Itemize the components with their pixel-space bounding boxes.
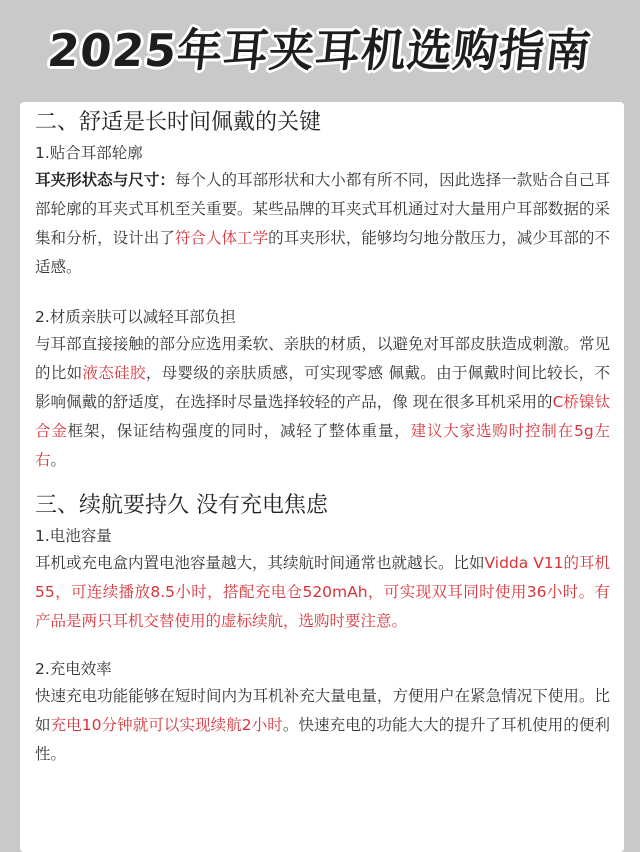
section-title-comfort: 二、舒适是长时间佩戴的关键 <box>35 110 322 135</box>
text-segment: ，母婴级的亲肤质感，可实现零感 佩戴。由于佩戴时间比较长，不影响佩戴的舒适度，在选择时尽量选择较轻的产品，像 现在很多耳机采用的 <box>35 364 610 411</box>
lead-label: 耳夹形状态与尺寸： <box>35 171 175 189</box>
highlight-text: Vidda V11的耳机55，可连续播放8.5小时，搭配充电仓520mAh，可实现双耳同时使用36小时。有产品是两只耳机交替使用的虚标续航，选购时要注意。 <box>35 554 611 630</box>
content-card <box>20 102 624 852</box>
highlight-text: 建议大家选购时控制在5g左右 <box>35 422 610 469</box>
text-segment: 与耳部直接接触的部分应选用柔软、亲肤的材质，以避免对耳部皮肤造成刺激。常见的比如 <box>35 335 610 382</box>
page-title: 2025年耳夹耳机选购指南 <box>45 24 594 77</box>
subheading-ear-fit: 1.贴合耳部轮廓 <box>35 144 143 162</box>
paragraph-material <box>35 330 610 475</box>
paragraph-charging-efficiency <box>35 682 610 769</box>
subheading-battery-capacity: 1.电池容量 <box>35 527 112 545</box>
highlight-text: C桥镍钛合金 <box>35 393 611 440</box>
paragraph-ear-fit <box>35 166 610 282</box>
text-segment: 。快速充电的功能大大的提升了耳机使用的便利性。 <box>35 716 610 763</box>
highlight-text: 充电10分钟就可以实现续航2小时 <box>50 716 283 734</box>
text-segment: 。 <box>50 451 67 469</box>
highlight-text: 符合人体工学 <box>174 229 269 247</box>
text-segment: 的耳夹形状，能够均匀地分散压力，减少耳部的不适感。 <box>35 229 610 276</box>
text-segment: 每个人的耳部形状和大小都有所不同，因此选择一款贴合自己耳部轮廓的耳夹式耳机至关重要。某些品牌的耳夹式耳机通过对大量用户耳部数据的采集和分析，设计出了 <box>35 171 610 247</box>
text-segment: 框架，保证结构强度的同时，减轻了整体重量， <box>67 422 411 440</box>
highlight-text: 液态硅胶 <box>82 364 146 382</box>
paragraph-battery-capacity <box>35 549 610 636</box>
text-segment: 快速充电功能能够在短时间内为耳机补充大量电量，方便用户在紧急情况下使用。比如 <box>35 687 610 734</box>
subheading-charging-efficiency: 2.充电效率 <box>35 660 112 678</box>
text-segment: 耳机或充电盒内置电池容量越大，其续航时间通常也就越长。比如 <box>35 554 485 572</box>
section-title-battery: 三、续航要持久 没有充电焦虑 <box>35 493 328 518</box>
subheading-material: 2.材质亲肤可以减轻耳部负担 <box>35 308 236 326</box>
